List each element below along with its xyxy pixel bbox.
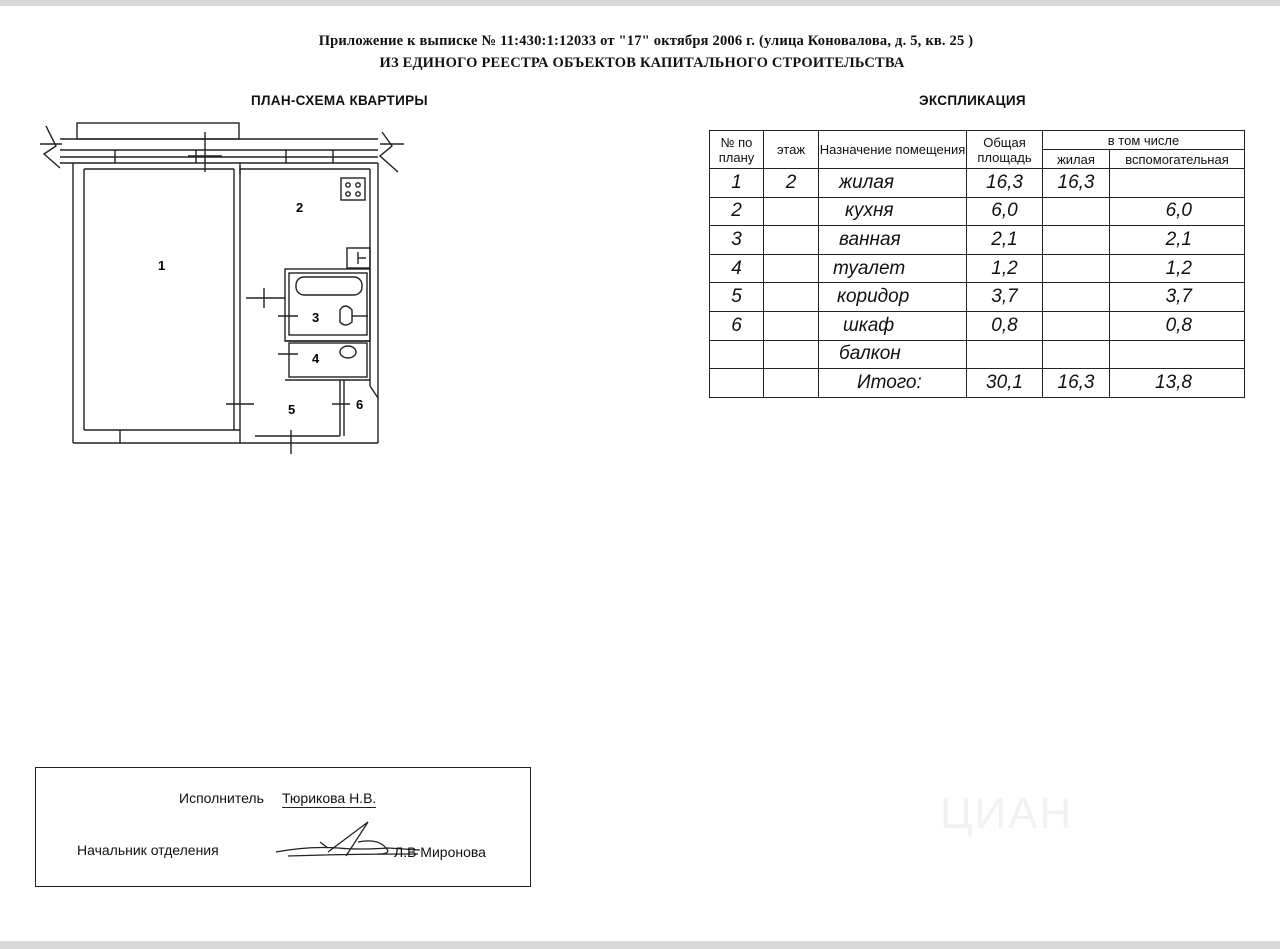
cell-num: 2: [710, 197, 764, 226]
cell-aux: 2,1: [1110, 226, 1245, 255]
cell-area: 16,3: [967, 169, 1043, 198]
room-number-1: 1: [158, 258, 166, 273]
cell-aux: 6,0: [1110, 197, 1245, 226]
cell-area: 3,7: [967, 283, 1043, 312]
header-floor: этаж: [764, 131, 819, 169]
cell-name: ванная: [819, 226, 967, 255]
cell-living: [1043, 311, 1110, 340]
header-num: № по плану: [710, 131, 764, 169]
cell-num: 3: [710, 226, 764, 255]
cell-area: 1,2: [967, 254, 1043, 283]
cell-area: 0,8: [967, 311, 1043, 340]
table-row: [710, 254, 1245, 283]
chief-name: Л.В Миронова: [394, 844, 486, 860]
header-including: в том числе: [1043, 131, 1245, 150]
cell-num: 4: [710, 254, 764, 283]
cell-living: [1043, 283, 1110, 312]
explication-table: [709, 130, 1245, 398]
cell-living: 16,3: [1043, 169, 1110, 198]
cell-name: шкаф: [819, 311, 967, 340]
cell-aux: [1110, 340, 1245, 369]
watermark: ЦИАН: [940, 789, 1074, 838]
header-aux: вспомогательная: [1110, 150, 1245, 169]
cell-floor: 2: [764, 169, 819, 198]
table-row: [710, 283, 1245, 312]
room-number-4: 4: [312, 351, 320, 366]
cell-name: кухня: [819, 197, 967, 226]
plan-title: ПЛАН-СХЕМА КВАРТИРЫ: [251, 93, 428, 108]
cell-area: 6,0: [967, 197, 1043, 226]
room-number-2: 2: [296, 200, 304, 215]
header-line-1: Приложение к выписке № 11:430:1:12033 от "17" октября 2006 г. (улица Коновалова, д. 5, кв. 25 ): [318, 33, 974, 49]
total-area: 30,1: [967, 369, 1043, 398]
cell-name: балкон: [819, 340, 967, 369]
total-aux: 13,8: [1110, 369, 1245, 398]
cell-name: коридор: [819, 283, 967, 312]
cell-name: жилая: [819, 169, 967, 198]
cell-floor: [764, 197, 819, 226]
cell-floor: [764, 254, 819, 283]
cell-floor: [764, 226, 819, 255]
cell-aux: 1,2: [1110, 254, 1245, 283]
cell-num: [710, 340, 764, 369]
cell-aux: 3,7: [1110, 283, 1245, 312]
executor-name: Тюрикова Н.В.: [282, 790, 377, 806]
cell-area: [967, 340, 1043, 369]
document-sheet: [0, 6, 1280, 941]
table-total-row: [710, 369, 1245, 398]
cell-floor: [764, 340, 819, 369]
executor-label: Исполнитель: [179, 790, 264, 806]
total-living: 16,3: [1043, 369, 1110, 398]
cell-aux: 0,8: [1110, 311, 1245, 340]
table-row: [710, 197, 1245, 226]
cell-area: 2,1: [967, 226, 1043, 255]
cell-living: [1043, 340, 1110, 369]
cell-aux: [1110, 169, 1245, 198]
header-total-area: Общая площадь: [967, 131, 1043, 169]
chief-label: Начальник отделения: [77, 842, 219, 858]
cell-living: [1043, 254, 1110, 283]
table-row: [710, 169, 1245, 198]
floor-plan-drawing: [0, 6, 420, 466]
header-purpose: Назначение помещения: [819, 131, 967, 169]
cell-empty: [710, 369, 764, 398]
cell-num: 5: [710, 283, 764, 312]
table-row: [710, 311, 1245, 340]
header-line-2: ИЗ ЕДИНОГО РЕЕСТРА ОБЪЕКТОВ КАПИТАЛЬНОГО СТРОИТЕЛЬСТВА: [379, 55, 905, 71]
signature-box: [35, 767, 531, 887]
room-number-3: 3: [312, 310, 320, 325]
header-living: жилая: [1043, 150, 1110, 169]
cell-living: [1043, 226, 1110, 255]
cell-name: туалет: [819, 254, 967, 283]
room-number-5: 5: [288, 402, 296, 417]
table-row: [710, 340, 1245, 369]
table-row: [710, 226, 1245, 255]
cell-empty: [764, 369, 819, 398]
cell-floor: [764, 283, 819, 312]
room-number-6: 6: [356, 397, 364, 412]
cell-living: [1043, 197, 1110, 226]
total-label: Итого:: [819, 369, 967, 398]
cell-num: 1: [710, 169, 764, 198]
cell-floor: [764, 311, 819, 340]
explication-title: ЭКСПЛИКАЦИЯ: [919, 93, 1026, 108]
cell-num: 6: [710, 311, 764, 340]
